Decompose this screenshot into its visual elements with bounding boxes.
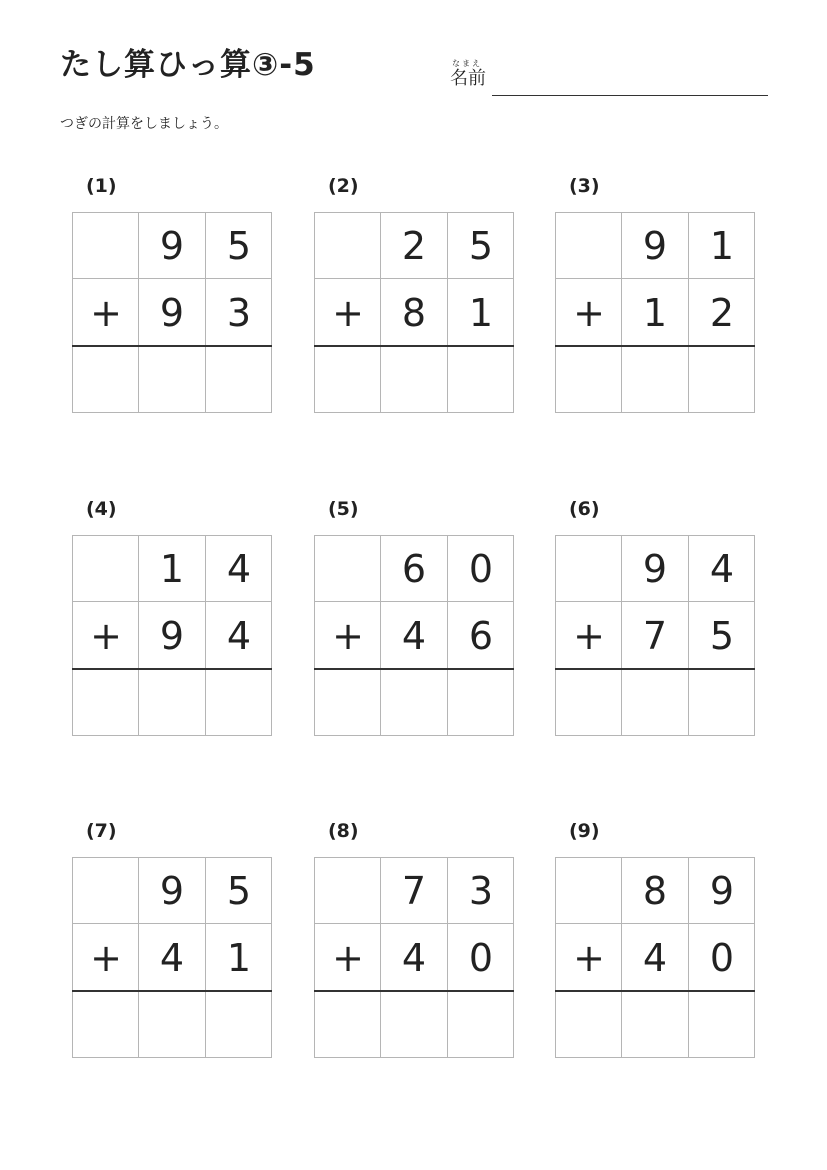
worksheet-title: たし算ひっ算③-5 xyxy=(60,47,316,83)
top-tens-digit: 9 xyxy=(642,224,668,268)
plus-sign: + xyxy=(90,936,122,980)
name-label: 名前 xyxy=(450,68,486,89)
calculation-grid xyxy=(314,857,514,1058)
bottom-tens-digit: 1 xyxy=(642,291,668,335)
plus-sign: + xyxy=(573,614,605,658)
answer-ones-cell[interactable] xyxy=(448,991,514,1057)
answer-hundreds-cell[interactable] xyxy=(73,669,139,735)
top-tens-digit: 7 xyxy=(401,869,427,913)
name-ruby: なまえ xyxy=(452,59,482,68)
empty-cell xyxy=(556,858,622,924)
empty-cell xyxy=(73,536,139,602)
answer-hundreds-cell[interactable] xyxy=(315,346,381,412)
top-ones-digit: 3 xyxy=(468,869,494,913)
top-tens-digit: 8 xyxy=(642,869,668,913)
bottom-tens-digit: 7 xyxy=(642,614,668,658)
top-tens-digit: 2 xyxy=(401,224,427,268)
answer-hundreds-cell[interactable] xyxy=(556,346,622,412)
bottom-tens-digit: 9 xyxy=(159,291,185,335)
answer-tens-cell[interactable] xyxy=(381,346,447,412)
plus-sign: + xyxy=(573,936,605,980)
empty-cell xyxy=(315,536,381,602)
calculation-grid xyxy=(314,212,514,413)
answer-hundreds-cell[interactable] xyxy=(315,669,381,735)
answer-ones-cell[interactable] xyxy=(206,346,272,412)
plus-sign: + xyxy=(332,291,364,335)
top-ones-digit: 4 xyxy=(709,547,735,591)
problem-label: (9) xyxy=(569,820,600,842)
top-ones-digit: 0 xyxy=(468,547,494,591)
problem-label: (1) xyxy=(86,175,117,197)
answer-hundreds-cell[interactable] xyxy=(556,669,622,735)
answer-tens-cell[interactable] xyxy=(622,669,688,735)
answer-tens-cell[interactable] xyxy=(381,669,447,735)
name-write-line[interactable] xyxy=(492,95,768,96)
answer-tens-cell[interactable] xyxy=(139,669,205,735)
top-ones-digit: 9 xyxy=(709,869,735,913)
empty-cell xyxy=(556,213,622,279)
top-ones-digit: 5 xyxy=(226,869,252,913)
problem-label: (2) xyxy=(328,175,359,197)
plus-sign: + xyxy=(90,614,122,658)
answer-hundreds-cell[interactable] xyxy=(73,346,139,412)
top-ones-digit: 5 xyxy=(468,224,494,268)
calculation-grid xyxy=(555,857,755,1058)
empty-cell xyxy=(315,213,381,279)
bottom-tens-digit: 9 xyxy=(159,614,185,658)
bottom-ones-digit: 0 xyxy=(709,936,735,980)
top-tens-digit: 9 xyxy=(159,224,185,268)
bottom-tens-digit: 8 xyxy=(401,291,427,335)
bottom-ones-digit: 2 xyxy=(709,291,735,335)
bottom-tens-digit: 4 xyxy=(642,936,668,980)
problem-label: (3) xyxy=(569,175,600,197)
bottom-ones-digit: 1 xyxy=(468,291,494,335)
answer-ones-cell[interactable] xyxy=(206,991,272,1057)
bottom-ones-digit: 4 xyxy=(226,614,252,658)
bottom-ones-digit: 6 xyxy=(468,614,494,658)
empty-cell xyxy=(315,858,381,924)
answer-ones-cell[interactable] xyxy=(689,346,755,412)
problem-label: (6) xyxy=(569,498,600,520)
answer-hundreds-cell[interactable] xyxy=(556,991,622,1057)
instruction-text: つぎの計算をしましょう。 xyxy=(60,116,228,132)
answer-tens-cell[interactable] xyxy=(139,346,205,412)
answer-hundreds-cell[interactable] xyxy=(315,991,381,1057)
empty-cell xyxy=(73,858,139,924)
answer-ones-cell[interactable] xyxy=(206,669,272,735)
name-field xyxy=(450,60,770,100)
problem-label: (8) xyxy=(328,820,359,842)
top-tens-digit: 9 xyxy=(642,547,668,591)
answer-ones-cell[interactable] xyxy=(448,669,514,735)
bottom-ones-digit: 5 xyxy=(709,614,735,658)
plus-sign: + xyxy=(90,291,122,335)
bottom-ones-digit: 3 xyxy=(226,291,252,335)
bottom-tens-digit: 4 xyxy=(401,614,427,658)
bottom-tens-digit: 4 xyxy=(401,936,427,980)
calculation-grid xyxy=(72,212,272,413)
calculation-grid xyxy=(555,535,755,736)
top-tens-digit: 6 xyxy=(401,547,427,591)
answer-tens-cell[interactable] xyxy=(139,991,205,1057)
calculation-grid xyxy=(555,212,755,413)
bottom-tens-digit: 4 xyxy=(159,936,185,980)
calculation-grid xyxy=(72,857,272,1058)
plus-sign: + xyxy=(332,614,364,658)
top-tens-digit: 1 xyxy=(159,547,185,591)
bottom-ones-digit: 1 xyxy=(226,936,252,980)
top-ones-digit: 5 xyxy=(226,224,252,268)
answer-tens-cell[interactable] xyxy=(622,346,688,412)
problem-label: (7) xyxy=(86,820,117,842)
bottom-ones-digit: 0 xyxy=(468,936,494,980)
calculation-grid xyxy=(314,535,514,736)
answer-ones-cell[interactable] xyxy=(448,346,514,412)
answer-ones-cell[interactable] xyxy=(689,991,755,1057)
plus-sign: + xyxy=(332,936,364,980)
answer-hundreds-cell[interactable] xyxy=(73,991,139,1057)
problem-label: (4) xyxy=(86,498,117,520)
top-ones-digit: 1 xyxy=(709,224,735,268)
answer-ones-cell[interactable] xyxy=(689,669,755,735)
top-tens-digit: 9 xyxy=(159,869,185,913)
top-ones-digit: 4 xyxy=(226,547,252,591)
answer-tens-cell[interactable] xyxy=(622,991,688,1057)
empty-cell xyxy=(73,213,139,279)
problem-label: (5) xyxy=(328,498,359,520)
answer-tens-cell[interactable] xyxy=(381,991,447,1057)
calculation-grid xyxy=(72,535,272,736)
empty-cell xyxy=(556,536,622,602)
plus-sign: + xyxy=(573,291,605,335)
